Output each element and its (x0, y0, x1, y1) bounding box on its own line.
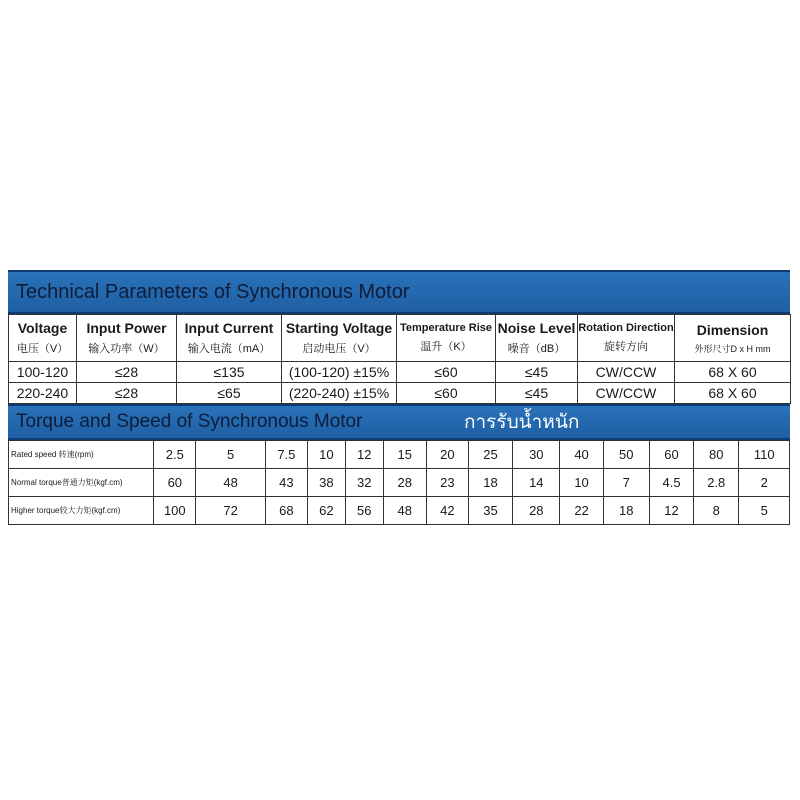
table-cell: 10 (560, 469, 603, 497)
table-cell: CW/CCW (578, 362, 675, 383)
params-table (8, 314, 791, 404)
params-title-banner (8, 270, 790, 314)
table-cell: 62 (307, 497, 345, 525)
table-cell: ≤60 (397, 383, 496, 404)
table-cell: 2.5 (154, 441, 196, 469)
table-cell: 5 (739, 497, 790, 525)
table-cell: ≤45 (496, 383, 578, 404)
table-cell: 22 (560, 497, 603, 525)
table-cell: 68 X 60 (675, 362, 791, 383)
table-cell: 32 (345, 469, 383, 497)
table-cell: 68 X 60 (675, 383, 791, 404)
table-cell: 23 (426, 469, 468, 497)
table-cell: 50 (603, 441, 649, 469)
table-cell: 2.8 (694, 469, 739, 497)
table-cell: CW/CCW (578, 383, 675, 404)
header-cell: Starting Voltage 启动电压（V） (282, 315, 397, 362)
row-label: Normal torque普通力矩(kgf.cm) (9, 469, 154, 497)
table-cell: 7 (603, 469, 649, 497)
torque-table (8, 440, 790, 525)
table-cell: 7.5 (265, 441, 307, 469)
table-cell: ≤65 (177, 383, 282, 404)
table-cell: 28 (383, 469, 426, 497)
table-cell: 56 (345, 497, 383, 525)
table-cell: 12 (345, 441, 383, 469)
table-cell: 12 (649, 497, 693, 525)
params-row (9, 383, 791, 404)
table-cell: 14 (513, 469, 560, 497)
table-cell: ≤28 (77, 383, 177, 404)
table-cell: (220-240) ±15% (282, 383, 397, 404)
table-cell: 38 (307, 469, 345, 497)
table-cell: 25 (468, 441, 512, 469)
table-cell: 110 (739, 441, 790, 469)
torque-row (9, 441, 790, 469)
table-cell: 20 (426, 441, 468, 469)
table-cell: 60 (649, 441, 693, 469)
header-cell: Noise Level 噪音（dB） (496, 315, 578, 362)
table-cell: 42 (426, 497, 468, 525)
table-cell: 100-120 (9, 362, 77, 383)
table-cell: 220-240 (9, 383, 77, 404)
table-cell: 4.5 (649, 469, 693, 497)
table-cell: (100-120) ±15% (282, 362, 397, 383)
table-cell: 60 (154, 469, 196, 497)
table-cell: 43 (265, 469, 307, 497)
thai-note: การรับน้ำหนัก (464, 411, 580, 433)
table-cell: 68 (265, 497, 307, 525)
params-header-row (9, 315, 791, 362)
header-cell: Input Current 输入电流（mA） (177, 315, 282, 362)
table-cell: ≤135 (177, 362, 282, 383)
torque-row (9, 469, 790, 497)
table-cell: 35 (468, 497, 512, 525)
table-cell: 8 (694, 497, 739, 525)
table-cell: 80 (694, 441, 739, 469)
torque-row (9, 497, 790, 525)
table-cell: 40 (560, 441, 603, 469)
torque-title-banner (8, 404, 790, 440)
table-cell: 10 (307, 441, 345, 469)
header-cell: Rotation Direction 旋转方向 (578, 315, 675, 362)
header-cell: Input Power 输入功率（W） (77, 315, 177, 362)
row-label: Rated speed 转速(rpm) (9, 441, 154, 469)
header-cell: Temperature Rise 温升（K） (397, 315, 496, 362)
spec-sheet (8, 270, 790, 525)
table-cell: 28 (513, 497, 560, 525)
table-cell: 18 (468, 469, 512, 497)
table-cell: 48 (196, 469, 265, 497)
table-cell: 2 (739, 469, 790, 497)
table-cell: 72 (196, 497, 265, 525)
table-cell: 100 (154, 497, 196, 525)
table-cell: 5 (196, 441, 265, 469)
header-cell: Dimension 外形尺寸D x H mm (675, 315, 791, 362)
table-cell: ≤28 (77, 362, 177, 383)
params-title: Technical Parameters of Synchronous Motor (16, 281, 410, 303)
table-cell: 30 (513, 441, 560, 469)
header-cell: Voltage 电压（V） (9, 315, 77, 362)
table-cell: 48 (383, 497, 426, 525)
row-label: Higher torque较大力矩(kgf.cm) (9, 497, 154, 525)
table-cell: 18 (603, 497, 649, 525)
params-row (9, 362, 791, 383)
torque-title: Torque and Speed of Synchronous Motor (16, 411, 363, 432)
table-cell: ≤60 (397, 362, 496, 383)
table-cell: 15 (383, 441, 426, 469)
table-cell: ≤45 (496, 362, 578, 383)
